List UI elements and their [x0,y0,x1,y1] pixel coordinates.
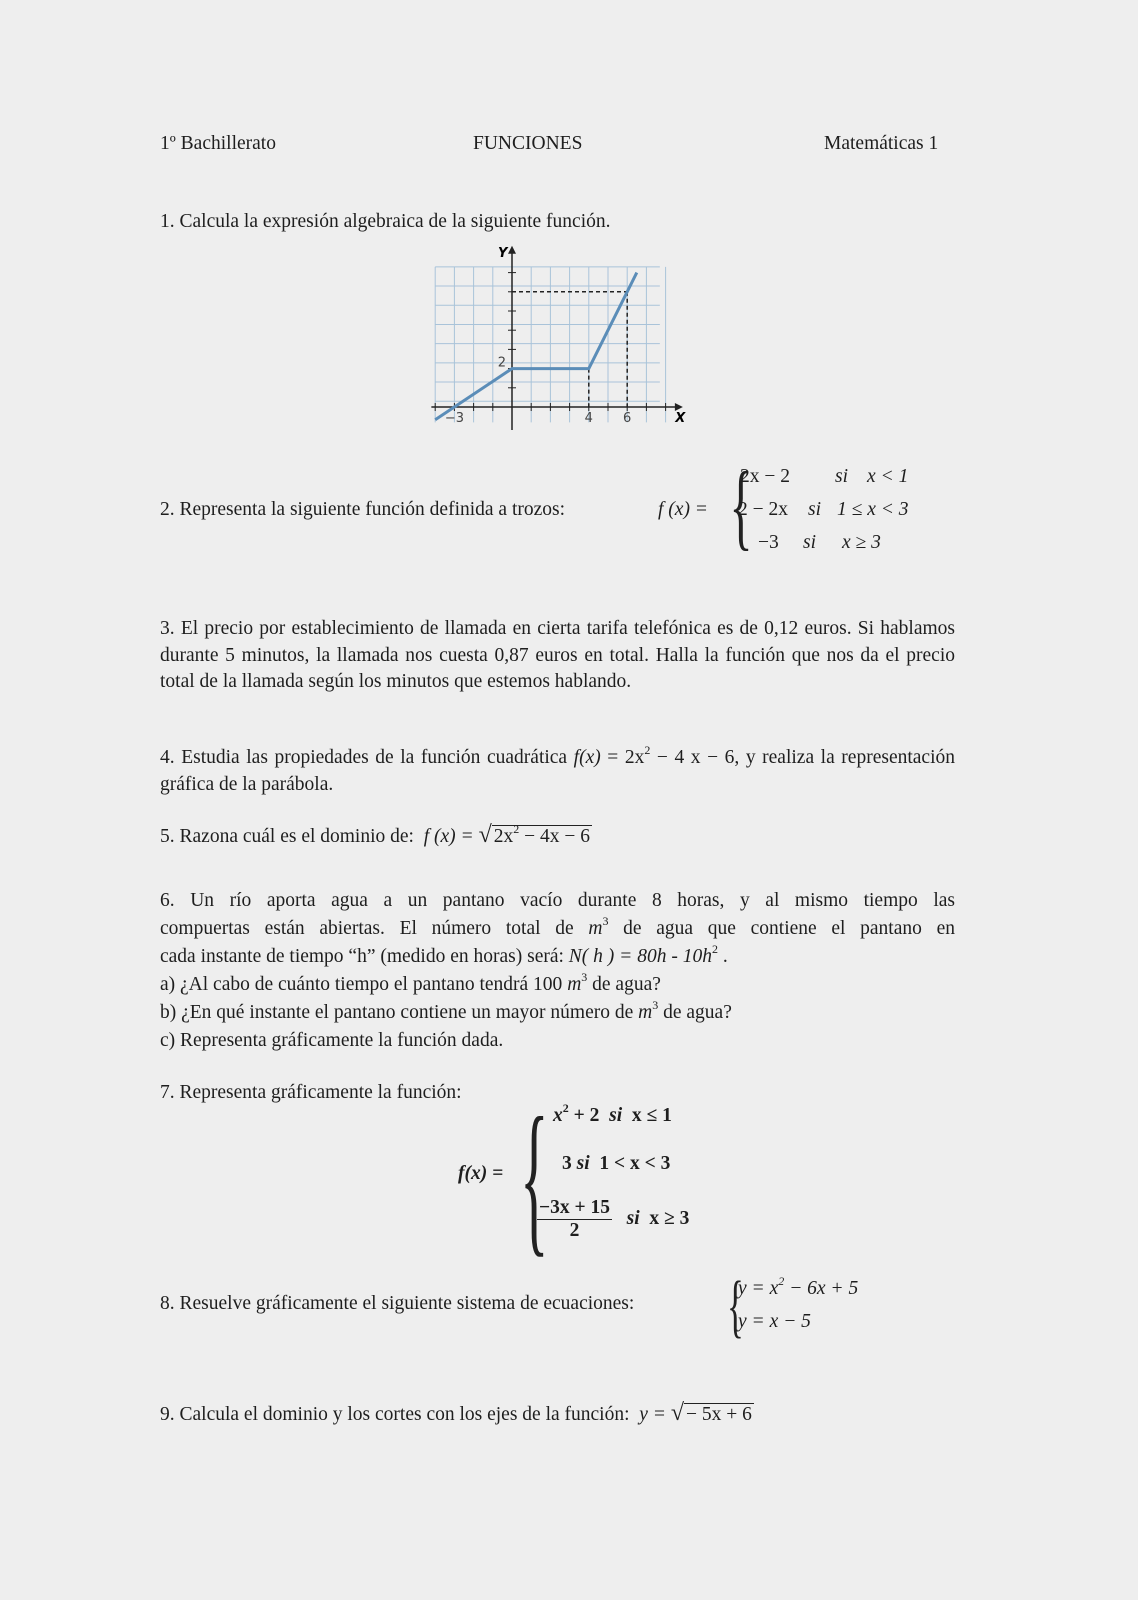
ex5-lead: 5. Razona cuál es el dominio de: [160,826,414,847]
exercise-4-text [160,745,955,798]
ex7-lhs: f(x) = [458,1163,504,1184]
ex6-line2: compuertas están abiertas. El número total de $m^3$ de agua que contiene el pantano en [160,914,955,939]
ex4-rest: − 4 x − 6 [650,747,735,768]
ex4-fx: f(x) [573,747,601,768]
ex7-case-2: 3 si 1 < x < 3 [562,1153,671,1174]
ex7-case-1: $x^2 + 2$ si x ≤ 1 [553,1101,672,1126]
case-1-expr: 2x − 2 [740,466,790,487]
ex8-eq2: y = x − 5 [738,1311,811,1332]
header-subject: Matemáticas 1 [824,133,939,154]
exercise-2-lhs: f (x) = [658,499,708,520]
ex8-eq1: $y = x^2 - 6x + 5$ [738,1274,859,1299]
y-tick-label: 2 [497,355,506,371]
ex6-question-a: a) ¿Al cabo de cuánto tiempo el pantano tendrá 100 $m^3$ de agua? [160,970,661,995]
ex6-question-b: b) ¿En qué instante el pantano contiene un mayor número de $m^3$ de agua? [160,998,732,1023]
brace: { [727,1268,744,1345]
brace: { [520,1083,549,1271]
ex4-exp: 2 [644,743,651,757]
case-1-cond: x < 1 [867,466,909,487]
ex6-question-c: c) Representa gráficamente la función dada. [160,1030,504,1051]
ex4-term: 2x [624,747,645,768]
exercise-5-text: 5. Razona cuál es el dominio de: f (x) = √ $2x^2 - 4x - 6$ [160,822,590,848]
case-3-cond: x ≥ 3 [842,532,881,553]
case-1-si: si [835,466,849,487]
header-title: FUNCIONES [473,133,583,154]
ex6-line1: 6. Un río aporta agua a un pantano vacío durante 8 horas, y al mismo tiempo las [160,890,955,911]
exercise-1-graph [420,240,695,435]
x-tick-label: 6 [623,411,632,426]
header-course: 1º Bachillerato [160,133,276,154]
function-line [435,273,637,420]
exercise-9-text: 9. Calcula el dominio y los cortes con los ejes de la función: y = √ − 5x + 6 [160,1400,752,1426]
ex7-case-3: $\frac{-3x + 15}{2}$ si x ≥ 3 [539,1197,690,1241]
y-axis-label: Y [498,246,508,262]
exercise-2-text: 2. Representa la siguiente función definida a trozos: [160,499,566,520]
exercise-6 [160,887,955,1055]
case-3-si: si [803,532,817,553]
ex5-lhs: f (x) = [423,826,479,847]
exercise-7-text: 7. Representa gráficamente la función: [160,1082,462,1103]
exercise-1-text: 1. Calcula la expresión algebraica de la siguiente función. [160,211,611,232]
brace: { [729,452,753,559]
exercise-8-text: 8. Resuelve gráficamente el siguiente sistema de ecuaciones: [160,1293,635,1314]
x-tick-label: 4 [584,411,593,426]
ex4-tail: , y realiza la representación gráfica de la parábola. [160,747,955,795]
x-axis-label: X [675,411,686,426]
case-2-expr: 2 − 2x [738,499,788,520]
y-arrow-icon [508,246,516,254]
case-3-expr: −3 [758,532,779,553]
ex4-lead: 4. Estudia las propiedades de la función cuadrática [160,747,574,768]
case-2-si: si [808,499,822,520]
ex5-radicand: $2x^2 - 4x - 6$ [493,822,590,847]
x-tick-label: −3 [444,411,464,426]
ex6-line3: cada instante de tiempo “h” (medido en horas) será: N( h ) = $80h - 10h^2$ . [160,942,728,967]
x-arrow-icon [675,403,683,411]
case-2-cond: 1 ≤ x < 3 [837,499,909,520]
ex4-eq: = [600,747,625,768]
exercise-3-text: 3. El precio por establecimiento de llamada en cierta tarifa telefónica es de 0,12 euros. Si hablamos durante 5 minutos, la llamada nos cuesta 0,87 euros en total. Halla la función que nos da el precio total de la llamada según los minutos que estemos hablando. [160,618,955,692]
